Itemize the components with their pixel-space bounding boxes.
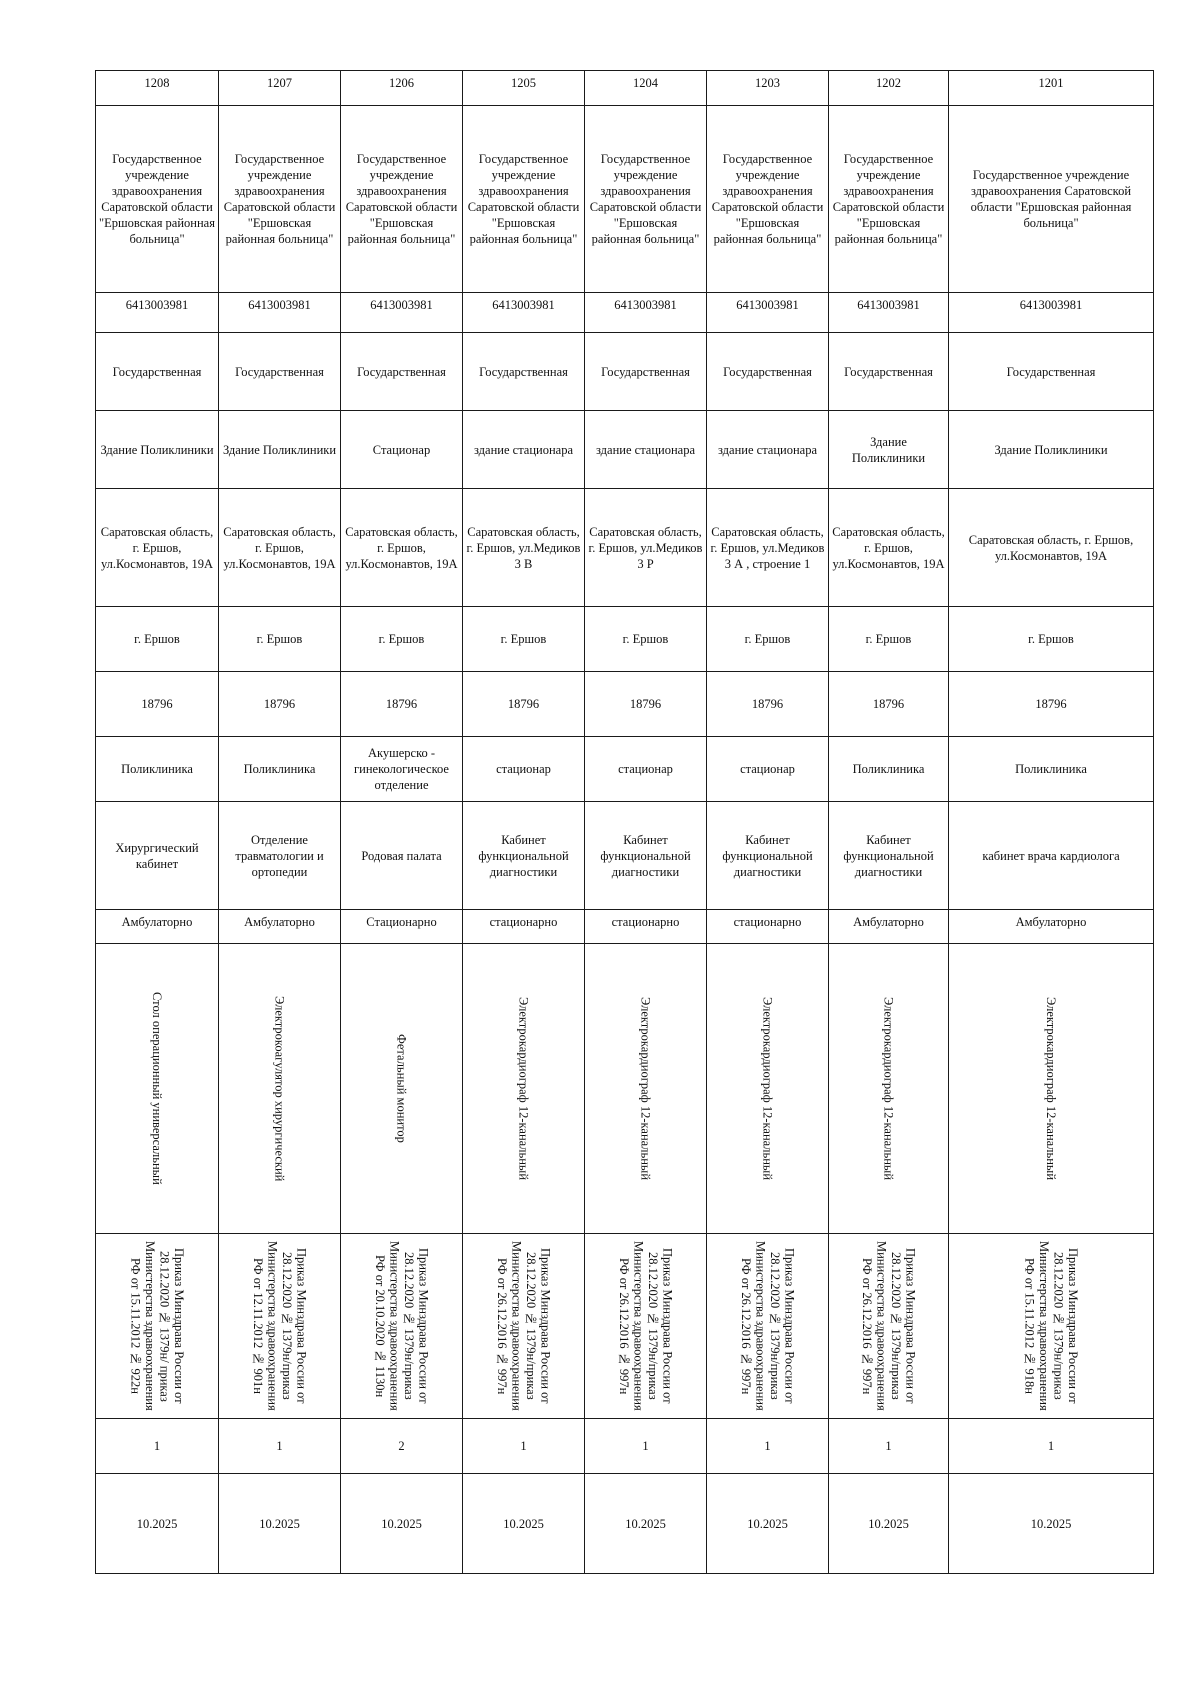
cell-care-form [829,910,949,944]
quantity-text: 1 [642,1439,649,1453]
ownership-form-text: Государственная [601,364,690,379]
cell-room-name [585,802,707,910]
cell-city [585,607,707,672]
room-name-text: Хирургический кабинет [115,840,199,871]
regulatory-order-text: Приказ Минздрава России от 28.12.2020 № 1379н/приказ Министерства здравоохранения РФ от 26.12.2016 № 997н [739,1241,797,1411]
address-text: Саратовская область, г. Ершов, ул.Космонавтов, 19А [832,524,945,571]
oktmo-code-text: 18796 [872,697,905,711]
equipment-table [95,70,1154,1574]
ownership-form-text: Государственная [1006,364,1096,379]
cell-department [341,737,463,802]
cell-address [219,489,341,607]
row-ownership-form [96,333,1154,411]
regulatory-order-text: Приказ Минздрава России от 28.12.2020 № 1379н/приказ Министерства здравоохранения РФ от 26.12.2016 № 997н [495,1241,553,1411]
cell-department [707,737,829,802]
cell-building-name [707,411,829,489]
cell-quantity [219,1419,341,1474]
care-form-text: Стационарно [366,915,437,929]
inn-value-text: 6413003981 [1019,298,1083,312]
row-room-name [96,802,1154,910]
cell-care-form [463,910,585,944]
room-name-text: Кабинет функциональной диагностики [843,832,934,879]
department-text: стационар [496,762,551,776]
ownership-form-text: Государственная [723,364,812,379]
date-value-text: 10.2025 [1030,1516,1072,1531]
cell-record-number [949,71,1154,106]
cell-care-form [96,910,219,944]
cell-regulatory-order [341,1234,463,1419]
equipment-name-text: Электрокардиограф 12-канальный [1044,996,1059,1181]
cell-regulatory-order [96,1234,219,1419]
oktmo-code-text: 18796 [1035,697,1067,711]
ownership-form-text: Государственная [235,364,324,379]
cell-record-number [96,71,219,106]
city-text: г. Ершов [256,632,303,646]
row-address [96,489,1154,607]
cell-building-name [219,411,341,489]
cell-ownership-form [829,333,949,411]
oktmo-code-text: 18796 [385,697,418,711]
row-inn-value [96,293,1154,333]
cell-oktmo-code [829,672,949,737]
regulatory-order-text: Приказ Минздрава России от 28.12.2020 № 1379н/приказ Министерства здравоохранения РФ от 26.12.2016 № 997н [860,1241,918,1411]
cell-quantity [341,1419,463,1474]
address-text: Саратовская область, г. Ершов, ул.Космонавтов, 19А [223,524,336,571]
organization-name-text: Государственное учреждение здравоохранения Саратовской области "Ершовская районная больница" [223,152,336,246]
row-quantity [96,1419,1154,1474]
cell-address [341,489,463,607]
cell-inn-value [96,293,219,333]
building-name-text: Стационар [372,442,431,457]
oktmo-code-text: 18796 [141,697,173,711]
building-name-text: Здание Поликлиники [994,442,1108,457]
organization-name-text: Государственное учреждение здравоохранения Саратовской области "Ершовская районная больница" [345,152,458,246]
address-text: Саратовская область, г. Ершов, ул.Медиков 3 В [466,524,581,571]
cell-oktmo-code [219,672,341,737]
department-text: Поликлиника [1015,762,1087,776]
cell-oktmo-code [707,672,829,737]
date-value-text: 10.2025 [381,1516,422,1531]
date-value-text: 10.2025 [747,1516,788,1531]
city-text: г. Ершов [865,632,912,646]
cell-inn-value [707,293,829,333]
cell-department [219,737,341,802]
cell-equipment-name [341,944,463,1234]
quantity-text: 1 [764,1439,771,1453]
cell-address [96,489,219,607]
cell-organization-name [585,106,707,293]
address-text: Саратовская область, г. Ершов, ул.Медиков 3 Р [588,524,703,571]
date-value-text: 10.2025 [259,1516,300,1531]
cell-city [463,607,585,672]
cell-ownership-form [949,333,1154,411]
equipment-name-text: Электрокардиограф 12-канальный [881,996,896,1181]
cell-ownership-form [463,333,585,411]
row-department [96,737,1154,802]
cell-date-value [463,1474,585,1574]
date-value-text: 10.2025 [625,1516,666,1531]
ownership-form-text: Государственная [112,364,202,379]
care-form-text: стационарно [733,915,802,929]
regulatory-order-text: Приказ Минздрава России от 28.12.2020 № 1379н/ приказ Министерства здравоохранения РФ от 15.11.2012 № 922н [128,1241,186,1411]
date-value-text: 10.2025 [136,1516,178,1531]
cell-department [463,737,585,802]
oktmo-code-text: 18796 [751,697,784,711]
cell-record-number [707,71,829,106]
cell-organization-name [707,106,829,293]
cell-equipment-name [949,944,1154,1234]
cell-room-name [707,802,829,910]
cell-building-name [341,411,463,489]
regulatory-order-text: Приказ Минздрава России от 28.12.2020 № 1379н/приказ Министерства здравоохранения РФ от 12.11.2012 № 901н [251,1241,309,1411]
organization-name-text: Государственное учреждение здравоохранения Саратовской области "Ершовская районная больница" [589,152,702,246]
cell-inn-value [585,293,707,333]
cell-date-value [341,1474,463,1574]
cell-city [707,607,829,672]
cell-room-name [219,802,341,910]
department-text: Акушерско - гинекологическое отделение [354,746,449,792]
care-form-text: стационарно [489,915,558,929]
oktmo-code-text: 18796 [629,697,662,711]
cell-organization-name [949,106,1154,293]
cell-regulatory-order [949,1234,1154,1419]
cell-care-form [341,910,463,944]
department-text: Поликлиника [243,762,316,776]
cell-building-name [585,411,707,489]
quantity-text: 1 [1047,1439,1055,1453]
cell-equipment-name [707,944,829,1234]
cell-regulatory-order [463,1234,585,1419]
city-text: г. Ершов [378,632,425,646]
cell-date-value [219,1474,341,1574]
cell-inn-value [949,293,1154,333]
cell-regulatory-order [829,1234,949,1419]
row-city [96,607,1154,672]
cell-organization-name [463,106,585,293]
care-form-text: Амбулаторно [1015,915,1087,929]
department-text: стационар [740,762,795,776]
cell-room-name [463,802,585,910]
row-regulatory-order [96,1234,1154,1419]
inn-value-text: 6413003981 [125,298,189,312]
cell-equipment-name [585,944,707,1234]
building-name-text: Здание Поликлиники [100,442,214,457]
cell-care-form [949,910,1154,944]
care-form-text: Амбулаторно [853,915,924,929]
cell-organization-name [829,106,949,293]
date-value-text: 10.2025 [868,1516,909,1531]
cell-inn-value [829,293,949,333]
cell-equipment-name [219,944,341,1234]
cell-city [219,607,341,672]
building-name-text: здание стационара [717,442,818,457]
quantity-text: 1 [153,1439,161,1453]
city-text: г. Ершов [744,632,791,646]
cell-address [829,489,949,607]
inn-value-text: 6413003981 [857,298,920,312]
department-text: Поликлиника [852,762,925,776]
quantity-text: 1 [276,1439,283,1453]
city-text: г. Ершов [622,632,669,646]
inn-value-text: 6413003981 [614,298,677,312]
cell-record-number [463,71,585,106]
cell-address [463,489,585,607]
ownership-form-text: Государственная [357,364,446,379]
address-text: Саратовская область, г. Ершов, ул.Космонавтов, 19А [345,524,458,571]
room-name-text: Кабинет функциональной диагностики [722,832,813,879]
cell-organization-name [341,106,463,293]
cell-ownership-form [96,333,219,411]
row-record-number [96,71,1154,106]
row-building-name [96,411,1154,489]
cell-department [829,737,949,802]
record-number-text: 1202 [876,76,901,90]
equipment-name-text: Электрокоагулятор хирургический [272,995,287,1182]
organization-name-text: Государственное учреждение здравоохранения Саратовской области "Ершовская районная больница" [832,152,945,246]
cell-care-form [707,910,829,944]
record-number-text: 1204 [633,76,658,90]
cell-oktmo-code [96,672,219,737]
room-name-text: Кабинет функциональной диагностики [600,832,691,879]
cell-building-name [96,411,219,489]
city-text: г. Ершов [1028,632,1074,646]
city-text: г. Ершов [500,632,547,646]
cell-record-number [219,71,341,106]
cell-ownership-form [341,333,463,411]
cell-department [585,737,707,802]
row-date-value [96,1474,1154,1574]
cell-room-name [96,802,219,910]
cell-organization-name [219,106,341,293]
address-text: Саратовская область, г. Ершов, ул.Космонавтов, 19А [968,532,1134,563]
organization-name-text: Государственное учреждение здравоохранения Саратовской области "Ершовская районная больница" [711,152,824,246]
cell-oktmo-code [463,672,585,737]
cell-regulatory-order [585,1234,707,1419]
cell-ownership-form [219,333,341,411]
quantity-text: 1 [520,1439,527,1453]
cell-city [949,607,1154,672]
record-number-text: 1208 [144,76,170,90]
cell-quantity [829,1419,949,1474]
quantity-text: 1 [885,1439,892,1453]
cell-building-name [463,411,585,489]
building-name-text: Здание Поликлиники [851,434,926,465]
record-number-text: 1207 [267,76,292,90]
cell-care-form [585,910,707,944]
care-form-text: Амбулаторно [121,915,193,929]
address-text: Саратовская область, г. Ершов, ул.Космонавтов, 19А [100,524,214,571]
care-form-text: стационарно [611,915,680,929]
row-oktmo-code [96,672,1154,737]
inn-value-text: 6413003981 [492,298,555,312]
cell-equipment-name [463,944,585,1234]
record-number-text: 1205 [511,76,536,90]
regulatory-order-text: Приказ Минздрава России от 28.12.2020 № 1379н/приказ Министерства здравоохранения РФ от 20.10.2020 № 1130н [373,1241,431,1411]
cell-date-value [829,1474,949,1574]
cell-quantity [96,1419,219,1474]
cell-quantity [707,1419,829,1474]
record-number-text: 1206 [389,76,414,90]
cell-regulatory-order [219,1234,341,1419]
date-value-text: 10.2025 [503,1516,544,1531]
department-text: стационар [618,762,673,776]
cell-equipment-name [96,944,219,1234]
row-organization-name [96,106,1154,293]
cell-organization-name [96,106,219,293]
cell-building-name [829,411,949,489]
ownership-form-text: Государственная [479,364,568,379]
cell-address [707,489,829,607]
cell-city [96,607,219,672]
regulatory-order-text: Приказ Минздрава России от 28.12.2020 № 1379н/приказ Министерства здравоохранения РФ от 26.12.2016 № 997н [617,1241,675,1411]
cell-room-name [341,802,463,910]
equipment-table-sheet [95,70,1153,1574]
cell-city [829,607,949,672]
cell-building-name [949,411,1154,489]
cell-oktmo-code [949,672,1154,737]
building-name-text: здание стационара [473,442,574,457]
record-number-text: 1203 [755,76,780,90]
cell-inn-value [463,293,585,333]
department-text: Поликлиника [121,762,193,776]
equipment-name-text: Стол операционный универсальный [150,992,165,1185]
cell-inn-value [219,293,341,333]
cell-quantity [585,1419,707,1474]
cell-ownership-form [585,333,707,411]
equipment-name-text: Электрокардиограф 12-канальный [638,996,653,1181]
inn-value-text: 6413003981 [248,298,311,312]
cell-ownership-form [707,333,829,411]
cell-quantity [463,1419,585,1474]
regulatory-order-text: Приказ Минздрава России от 28.12.2020 № 1379н/приказ Министерства здравоохранения РФ от 15.11.2012 № 918н [1022,1241,1080,1411]
equipment-name-text: Фетальный монитор [394,1034,409,1143]
oktmo-code-text: 18796 [507,697,540,711]
cell-oktmo-code [341,672,463,737]
organization-name-text: Государственное учреждение здравоохранения Саратовской области "Ершовская районная больница" [467,152,580,246]
cell-city [341,607,463,672]
address-text: Саратовская область, г. Ершов, ул.Медиков 3 А , строение 1 [710,524,825,571]
row-care-form [96,910,1154,944]
cell-quantity [949,1419,1154,1474]
cell-date-value [585,1474,707,1574]
building-name-text: Здание Поликлиники [222,442,337,457]
inn-value-text: 6413003981 [370,298,433,312]
cell-department [96,737,219,802]
room-name-text: Кабинет функциональной диагностики [478,832,569,879]
quantity-text: 2 [398,1439,405,1453]
cell-inn-value [341,293,463,333]
cell-date-value [949,1474,1154,1574]
cell-department [949,737,1154,802]
cell-address [949,489,1154,607]
cell-room-name [949,802,1154,910]
ownership-form-text: Государственная [844,364,933,379]
equipment-name-text: Электрокардиограф 12-канальный [760,996,775,1181]
oktmo-code-text: 18796 [263,697,296,711]
cell-date-value [707,1474,829,1574]
cell-regulatory-order [707,1234,829,1419]
room-name-text: Отделение травматологии и ортопедии [235,832,324,879]
cell-address [585,489,707,607]
record-number-text: 1201 [1038,76,1064,90]
organization-name-text: Государственное учреждение здравоохранения Саратовской области "Ершовская районная больница" [99,152,215,246]
equipment-name-text: Электрокардиограф 12-канальный [516,996,531,1181]
room-name-text: кабинет врача кардиолога [982,848,1120,863]
row-equipment-name [96,944,1154,1234]
cell-date-value [96,1474,219,1574]
cell-record-number [341,71,463,106]
inn-value-text: 6413003981 [736,298,799,312]
cell-care-form [219,910,341,944]
cell-oktmo-code [585,672,707,737]
care-form-text: Амбулаторно [244,915,315,929]
cell-record-number [829,71,949,106]
cell-record-number [585,71,707,106]
cell-room-name [829,802,949,910]
organization-name-text: Государственное учреждение здравоохранения Саратовской области "Ершовская районная больница" [970,168,1132,230]
room-name-text: Родовая палата [361,848,442,863]
building-name-text: здание стационара [595,442,696,457]
cell-equipment-name [829,944,949,1234]
city-text: г. Ершов [134,632,180,646]
